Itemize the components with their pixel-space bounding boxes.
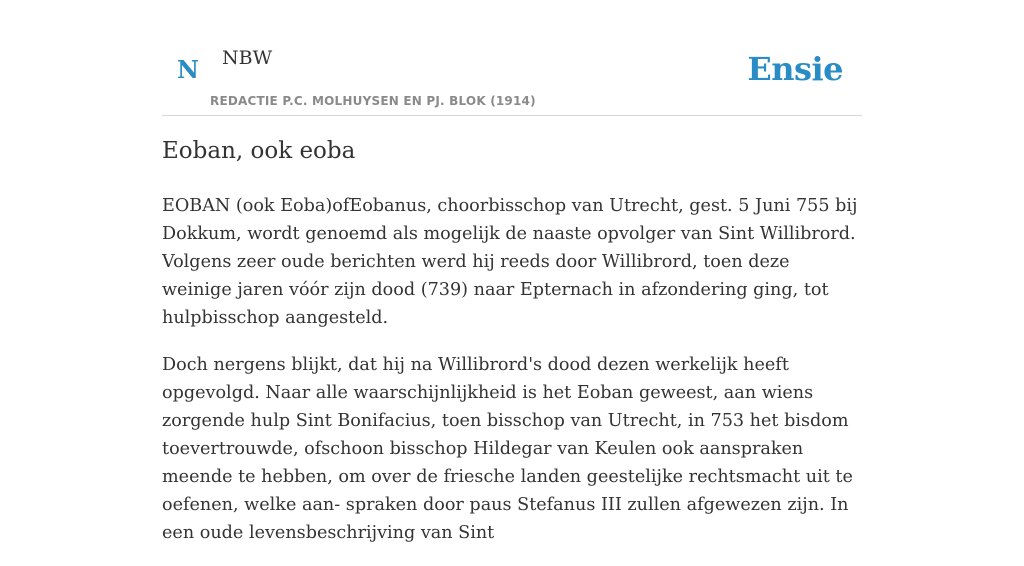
ensie-logo-link[interactable]: Ensie <box>747 50 843 88</box>
article-paragraph: Doch nergens blijkt, dat hij na Willibrord's dood dezen werkelijk heeft opgevolgd. Naar alle waarschijnlijkheid is het Eoban geweest, aan wiens zorgende hulp Sint Bonifacius, toen bisschop van Utrecht, in 753 het bisdom toevertrouwde, ofschoon bisschop Hildegar van Keulen ook aanspraken meende te hebben, om over de friesche landen geestelijke rechtsmacht uit te oefenen, welke aan- spraken door paus Stefanus III zullen afgewezen zijn. In een oude levensbeschrijving van Sint <box>162 355 853 543</box>
article-body <box>162 192 862 566</box>
article-paragraph: EOBAN (ook Eoba)ofEobanus, choorbisschop van Utrecht, gest. 5 Juni 755 bij Dokkum, wordt genoemd als mogelijk de naaste opvolger van Sint Willibrord. Volgens zeer oude berichten werd hij reeds door Willibrord, toen deze weinige jaren vóór zijn dood (739) naar Epternach in afzondering ging, tot hulpbisschop aangesteld. <box>162 196 858 328</box>
source-header <box>162 40 862 116</box>
source-name[interactable]: NBW <box>222 47 273 69</box>
source-logo-icon: N <box>177 55 199 84</box>
source-editors: REDACTIE P.C. MOLHUYSEN EN PJ. BLOK (1914) <box>210 94 536 108</box>
article-title: Eoban, ook eoba <box>162 138 356 164</box>
